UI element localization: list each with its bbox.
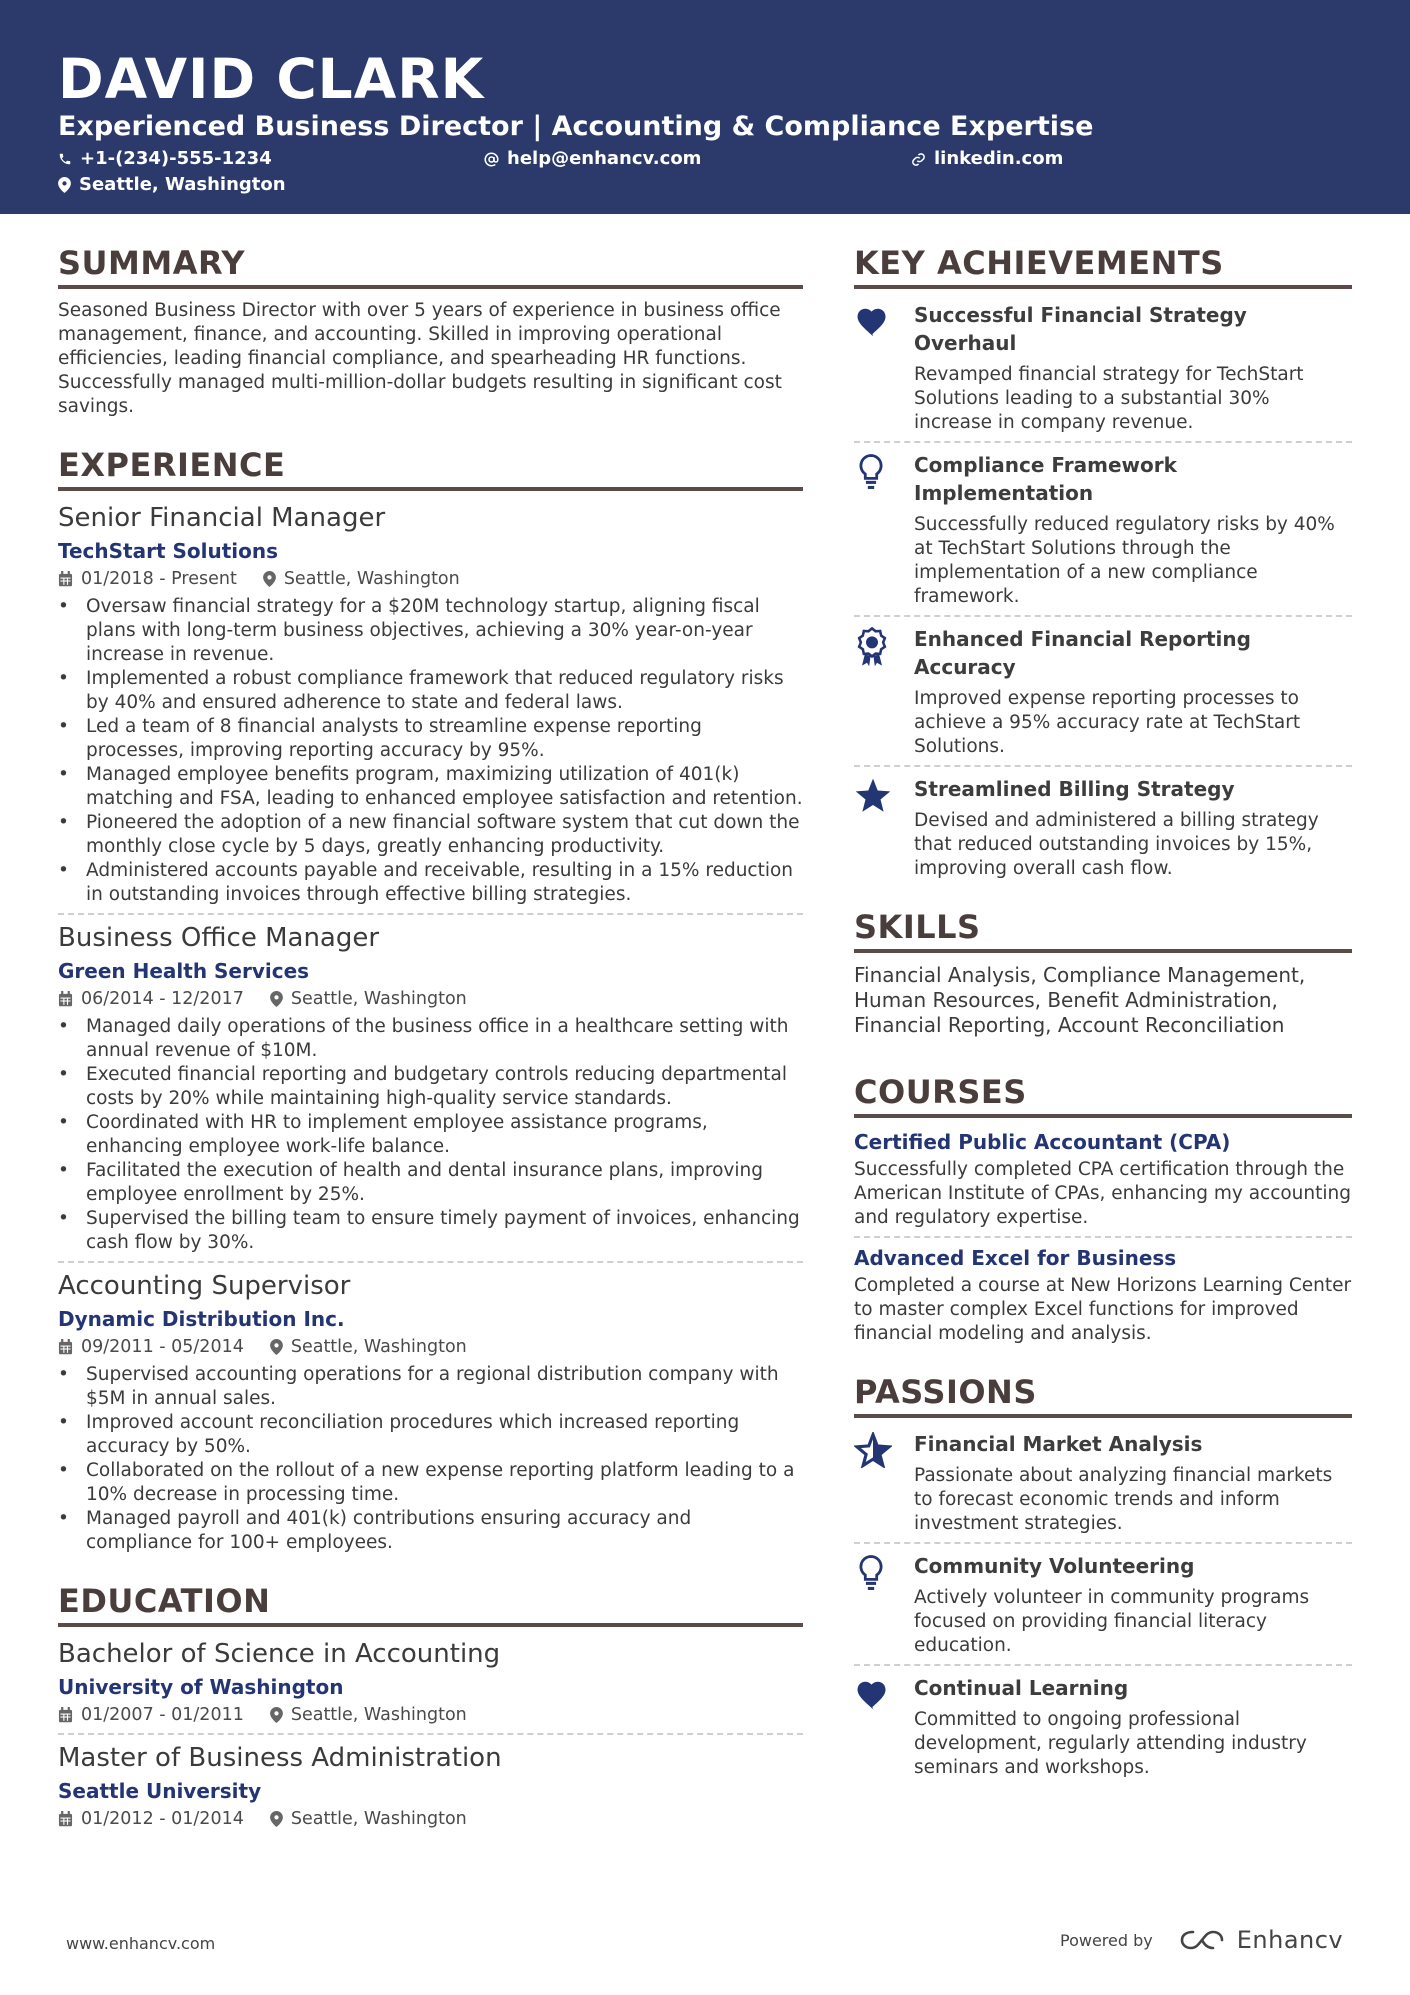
powered-by-label: Powered by xyxy=(1060,1930,1153,1950)
achievement-description: Successfully reduced regulatory risks by 40% at TechStart Solutions through the implementation of a new compliance framework. xyxy=(914,514,1335,607)
passion-title: Continual Learning xyxy=(914,1676,1129,1700)
link-icon xyxy=(911,152,926,167)
candidate-headline: Experienced Business Director | Accounting & Compliance Expertise xyxy=(58,111,1094,142)
achievement-description: Devised and administered a billing strategy that reduced outstanding invoices by 15%, improving overall cash flow. xyxy=(914,810,1319,879)
calendar-icon xyxy=(58,991,73,1007)
passion-title: Community Volunteering xyxy=(914,1554,1195,1578)
experience-entry xyxy=(58,501,803,907)
location-pin-icon xyxy=(270,991,283,1007)
achievement-item xyxy=(854,623,1352,759)
achievement-title: Compliance Framework Implementation xyxy=(914,453,1177,505)
brand-name: Enhancv xyxy=(1236,1926,1344,1954)
job-location: Seattle, Washington xyxy=(290,1337,467,1357)
job-location: Seattle, Washington xyxy=(283,569,460,589)
course-description: Completed a course at New Horizons Learning Center to master complex Excel functions for improved financial modeling and analysis. xyxy=(854,1275,1352,1344)
education-dates: 01/2012 - 01/2014 xyxy=(81,1809,244,1829)
award-icon xyxy=(854,627,890,667)
entry-divider xyxy=(854,765,1352,767)
section-divider xyxy=(58,1623,803,1627)
calendar-icon xyxy=(58,571,73,587)
bullet-item: • Supervised accounting operations for a regional distribution company with $5M in annual sales. xyxy=(58,1363,803,1411)
section-title-experience: EXPERIENCE xyxy=(58,446,286,484)
degree-title: Bachelor of Science in Accounting xyxy=(58,1639,501,1669)
achievement-item xyxy=(854,449,1352,609)
education-entry xyxy=(58,1637,803,1727)
passion-description: Actively volunteer in community programs focused on providing financial literacy education. xyxy=(914,1587,1310,1656)
passion-description: Passionate about analyzing financial markets to forecast economic trends and inform investment strategies. xyxy=(914,1465,1333,1534)
course-item xyxy=(854,1128,1352,1230)
section-title-courses: COURSES xyxy=(854,1073,1027,1111)
job-bullets xyxy=(58,1015,803,1255)
experience-section xyxy=(58,445,803,1555)
section-title-summary: SUMMARY xyxy=(58,244,246,282)
achievement-title: Successful Financial Strategy Overhaul xyxy=(914,303,1247,355)
education-entry xyxy=(58,1741,803,1831)
education-meta xyxy=(58,1703,803,1727)
heart-icon xyxy=(854,1676,892,1710)
footer-website-link[interactable]: www.enhancv.com xyxy=(66,1934,216,1953)
location-pin-icon xyxy=(270,1339,283,1355)
bullet-item: • Managed employee benefits program, maximizing utilization of 401(k) matching and FSA, leading to enhanced employee satisfaction and retention. xyxy=(58,763,803,811)
job-bullets xyxy=(58,1363,803,1555)
passion-description: Committed to ongoing professional development, regularly attending industry seminars and workshops. xyxy=(914,1709,1307,1778)
entry-divider xyxy=(854,441,1352,443)
candidate-name: DAVID CLARK xyxy=(58,47,485,111)
company-name: Dynamic Distribution Inc. xyxy=(58,1307,345,1331)
section-divider xyxy=(854,949,1352,953)
passion-item xyxy=(854,1550,1352,1658)
passion-title: Financial Market Analysis xyxy=(914,1432,1203,1456)
section-divider xyxy=(854,285,1352,289)
entry-divider xyxy=(854,615,1352,617)
location-pin-icon xyxy=(263,571,276,587)
passions-section xyxy=(854,1372,1352,1780)
bullet-item: • Administered accounts payable and receivable, resulting in a 15% reduction in outstanding invoices through effective billing strategies. xyxy=(58,859,803,907)
job-meta xyxy=(58,567,803,591)
education-location: Seattle, Washington xyxy=(290,1809,467,1829)
achievement-title: Enhanced Financial Reporting Accuracy xyxy=(914,627,1251,679)
bullet-item: • Managed daily operations of the business office in a healthcare setting with annual revenue of $10M. xyxy=(58,1015,803,1063)
bullet-item: • Pioneered the adoption of a new financial software system that cut down the monthly close cycle by 5 days, greatly enhancing productivity. xyxy=(58,811,803,859)
enhancv-logo-icon xyxy=(1179,1928,1225,1952)
footer-brand[interactable] xyxy=(1060,1926,1343,1954)
left-column xyxy=(58,243,803,1835)
link-text: linkedin.com xyxy=(934,148,1064,169)
achievement-description: Improved expense reporting processes to achieve a 95% accuracy rate at TechStart Solutions. xyxy=(914,688,1301,757)
summary-section xyxy=(58,243,803,419)
heart-icon xyxy=(854,303,892,337)
education-dates: 01/2007 - 01/2011 xyxy=(81,1705,244,1725)
job-title: Senior Financial Manager xyxy=(58,503,386,533)
bullet-item: • Facilitated the execution of health and dental insurance plans, improving employee enrollment by 25%. xyxy=(58,1159,803,1207)
contact-link[interactable] xyxy=(911,147,1063,171)
email-text: help@enhancv.com xyxy=(507,148,702,169)
job-meta xyxy=(58,1335,803,1359)
section-divider xyxy=(854,1114,1352,1118)
entry-divider xyxy=(58,913,803,915)
location-pin-icon xyxy=(58,177,71,193)
bullet-item: • Improved account reconciliation procedures which increased reporting accuracy by 50%. xyxy=(58,1411,803,1459)
location-pin-icon xyxy=(270,1811,283,1827)
courses-section xyxy=(854,1072,1352,1346)
phone-icon xyxy=(58,152,72,166)
experience-entry xyxy=(58,1269,803,1555)
course-title: Certified Public Accountant (CPA) xyxy=(854,1130,1231,1154)
bullet-item: • Supervised the billing team to ensure timely payment of invoices, enhancing cash flow by 30%. xyxy=(58,1207,803,1255)
contact-location xyxy=(58,173,286,197)
section-title-skills: SKILLS xyxy=(854,908,981,946)
company-name: TechStart Solutions xyxy=(58,539,279,563)
job-title: Business Office Manager xyxy=(58,923,380,953)
star-icon xyxy=(854,777,892,813)
bullet-item: • Coordinated with HR to implement employee assistance programs, enhancing employee work-life balance. xyxy=(58,1111,803,1159)
passion-item xyxy=(854,1672,1352,1780)
education-location: Seattle, Washington xyxy=(290,1705,467,1725)
job-dates: 09/2011 - 05/2014 xyxy=(81,1337,244,1357)
education-section xyxy=(58,1581,803,1831)
entry-divider xyxy=(854,1542,1352,1544)
job-dates: 01/2018 - Present xyxy=(81,569,237,589)
achievements-section xyxy=(854,243,1352,881)
degree-title: Master of Business Administration xyxy=(58,1743,502,1773)
entry-divider xyxy=(58,1733,803,1735)
achievement-description: Revamped financial strategy for TechStart Solutions leading to a substantial 30% increase in company revenue. xyxy=(914,364,1304,433)
achievement-item xyxy=(854,299,1352,435)
job-meta xyxy=(58,987,803,1011)
section-title-education: EDUCATION xyxy=(58,1582,271,1620)
lightbulb-icon xyxy=(854,453,888,491)
bullet-item: • Led a team of 8 financial analysts to streamline expense reporting processes, improving reporting accuracy by 95%. xyxy=(58,715,803,763)
lightbulb-icon xyxy=(854,1554,888,1592)
contact-phone[interactable] xyxy=(58,147,272,171)
bullet-item: • Executed financial reporting and budgetary controls reducing departmental costs by 20% while maintaining high-quality service standards. xyxy=(58,1063,803,1111)
course-title: Advanced Excel for Business xyxy=(854,1246,1177,1270)
bullet-item: • Managed payroll and 401(k) contributions ensuring accuracy and compliance for 100+ employees. xyxy=(58,1507,803,1555)
company-name: Green Health Services xyxy=(58,959,310,983)
calendar-icon xyxy=(58,1339,73,1355)
entry-divider xyxy=(854,1236,1352,1238)
bullet-item: • Oversaw financial strategy for a $20M technology startup, aligning fiscal plans with long-term business objectives, achieving a 30% year-on-year increase in revenue. xyxy=(58,595,803,667)
section-divider xyxy=(854,1414,1352,1418)
job-location: Seattle, Washington xyxy=(290,989,467,1009)
job-bullets xyxy=(58,595,803,907)
passion-item xyxy=(854,1428,1352,1536)
location-pin-icon xyxy=(270,1707,283,1723)
education-meta xyxy=(58,1807,803,1831)
summary-text: Seasoned Business Director with over 5 years of experience in business office management, finance, and accounting. Skilled in improving operational efficiencies, leading financial compliance, and spearheading HR functions. Successfully managed multi-million-dollar budgets resulting in significant cost savings. xyxy=(58,300,782,417)
bullet-item: • Implemented a robust compliance framework that reduced regulatory risks by 40% and ensured adherence to state and federal laws. xyxy=(58,667,803,715)
phone-text: +1-(234)-555-1234 xyxy=(80,148,272,169)
school-name: Seattle University xyxy=(58,1779,262,1803)
section-title-passions: PASSIONS xyxy=(854,1373,1037,1411)
calendar-icon xyxy=(58,1707,73,1723)
calendar-icon xyxy=(58,1811,73,1827)
achievement-item xyxy=(854,773,1352,881)
contact-email[interactable] xyxy=(484,147,701,171)
section-divider xyxy=(58,285,803,289)
job-dates: 06/2014 - 12/2017 xyxy=(81,989,244,1009)
at-icon xyxy=(484,152,499,167)
job-title: Accounting Supervisor xyxy=(58,1271,351,1301)
section-divider xyxy=(58,487,803,491)
entry-divider xyxy=(854,1664,1352,1666)
course-item xyxy=(854,1244,1352,1346)
experience-entry xyxy=(58,921,803,1255)
star-outline-icon xyxy=(854,1432,892,1468)
bullet-item: • Collaborated on the rollout of a new expense reporting platform leading to a 10% decrease in processing time. xyxy=(58,1459,803,1507)
course-description: Successfully completed CPA certification through the American Institute of CPAs, enhancing my accounting and regulatory expertise. xyxy=(854,1159,1351,1228)
right-column xyxy=(854,243,1352,1780)
entry-divider xyxy=(58,1261,803,1263)
school-name: University of Washington xyxy=(58,1675,344,1699)
section-title-achievements: KEY ACHIEVEMENTS xyxy=(854,244,1224,282)
skills-section xyxy=(854,907,1352,1038)
skills-text: Financial Analysis, Compliance Management, Human Resources, Benefit Administration, Financial Reporting, Account Reconciliation xyxy=(854,963,1306,1037)
resume-header xyxy=(0,0,1410,214)
location-text: Seattle, Washington xyxy=(79,174,286,195)
achievement-title: Streamlined Billing Strategy xyxy=(914,777,1235,801)
